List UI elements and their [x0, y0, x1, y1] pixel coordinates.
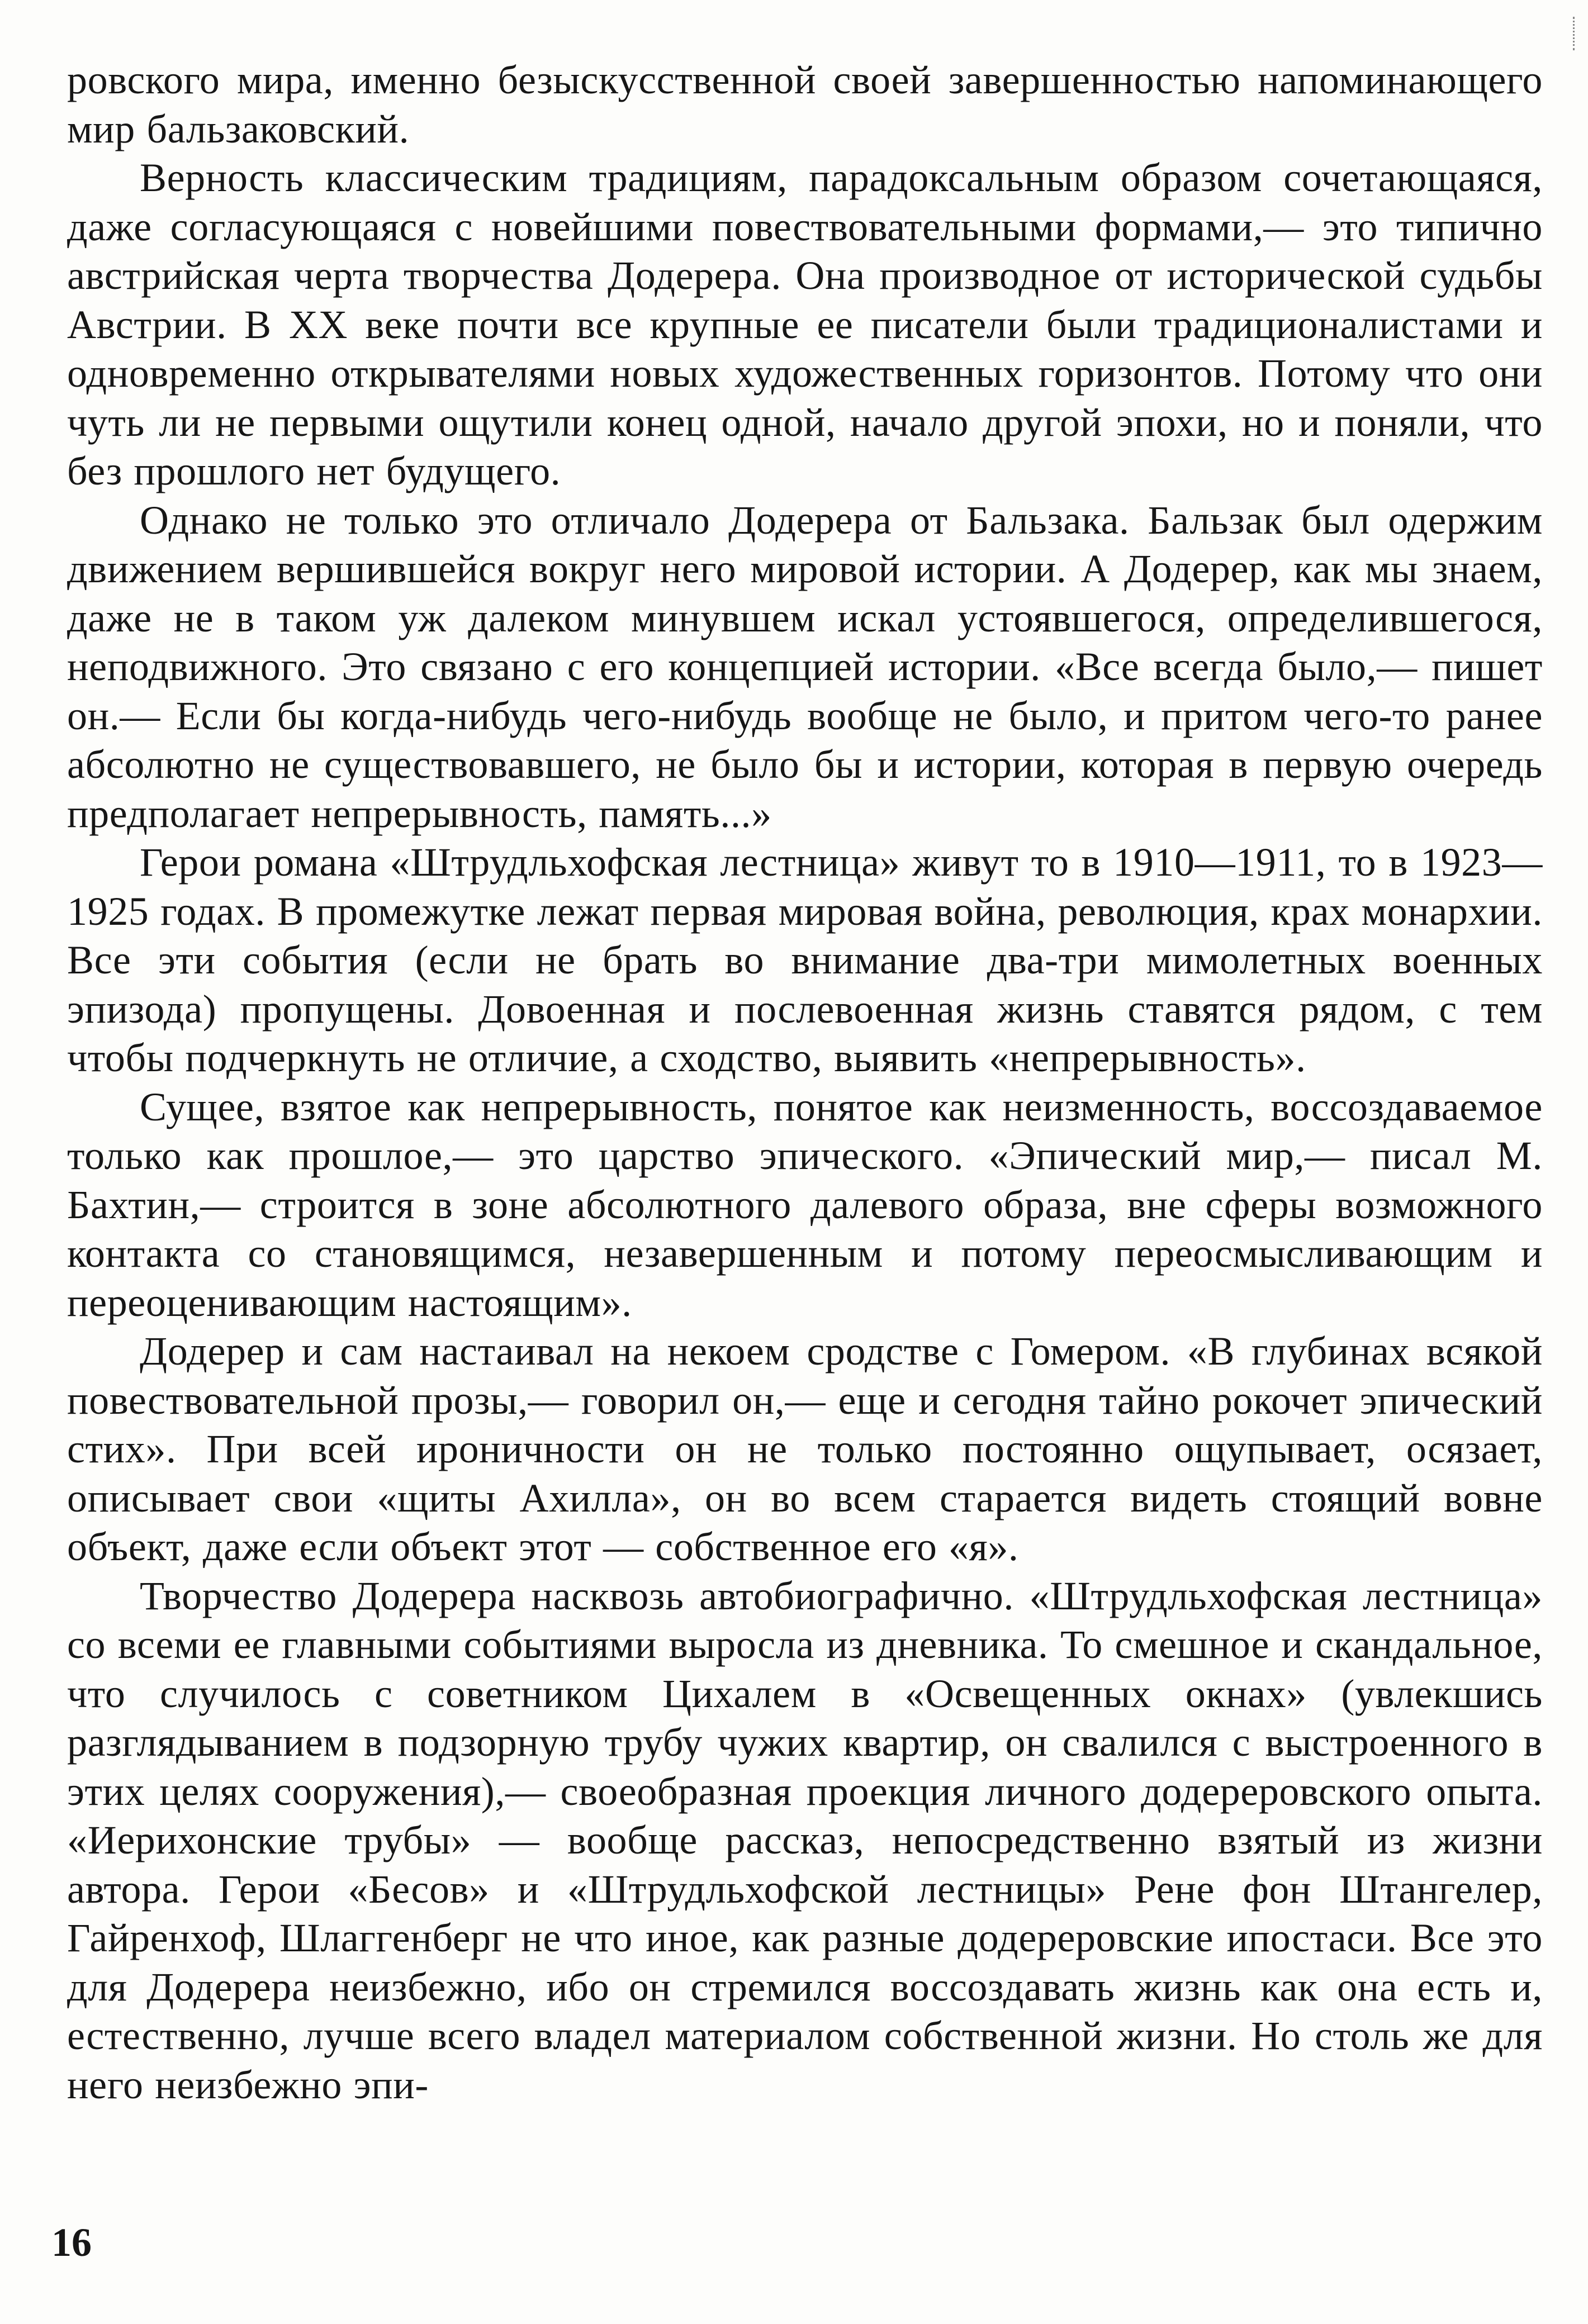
page-number: 16 — [51, 2220, 92, 2265]
paragraph-4: Герои романа «Штрудльхофская лестница» живут то в 1910—1911, то в 1923—1925 годах. В промежутке лежат первая мировая война, революция, крах монархии. Все эти события (если не брать во внимание два-три мимолетных военных эпизода) пропущены. Довоенная и послевоенная жизнь ставятся рядом, с тем чтобы подчеркнуть не отличие, а сходство, выявить «непрерывность». — [67, 840, 1543, 1080]
paragraph-3: Однако не только это отличало Додерера от Бальзака. Бальзак был одержим движением вершившейся вокруг него мировой истории. А Додерер, как мы знаем, даже не в таком уж далеком минувшем искал устоявшегося, определившегося, неподвижного. Это связано с его концепцией истории. «Все всегда было,— пишет он.— Если бы когда-нибудь чего-нибудь вообще не было, и притом чего-то ранее абсолютно не существовавшего, не было бы и истории, которая в первую очередь предполагает непрерывность, память...» — [67, 497, 1543, 836]
paragraph-2: Верность классическим традициям, парадоксальным образом сочетающаяся, даже согласующаяся с новейшими повествовательными формами,— это типично австрийская черта творчества Додерера. Она производное от исторической судьбы Австрии. В XX веке почти все крупные ее писатели были традиционалистами и одновременно открывателями новых художественных горизонтов. Потому что они чуть ли не первыми ощутили конец одной, начало другой эпохи, но и поняли, что без прошлого нет будущего. — [67, 155, 1543, 493]
body-text — [67, 56, 1543, 2109]
paragraph-5: Сущее, взятое как непрерывность, понятое как неизменность, воссоздаваемое только как прошлое,— это царство эпического. «Эпический мир,— писал М. Бахтин,— строится в зоне абсолютного далевого образа, вне сферы возможного контакта со становящимся, незавершенным и потому переосмысливающим и переоценивающим настоящим». — [67, 1084, 1543, 1325]
paragraph-1: ровского мира, именно безыскусственной своей завершенностью напоминающего мир бальзаковский. — [67, 58, 1543, 151]
paragraph-7: Творчество Додерера насквозь автобиографично. «Штрудльхофская лестница» со всеми ее главными событиями выросла из дневника. То смешное и скандальное, что случилось с советником Цихалем в «Освещенных окнах» (увлекшись разглядыванием в подзорную трубу чужих квартир, он свалился с выстроенного в этих целях сооружения),— своеобразная проекция личного додереровского опыта. «Иерихонские трубы» — вообще рассказ, непосредственно взятый из жизни автора. Герои «Бесов» и «Штрудльхофской лестницы» Рене фон Штангелер, Гайренхоф, Шлаггенберг не что иное, как разные додереровские ипостаси. Все это для Додерера неизбежно, ибо он стремился воссоздавать жизнь как она есть и, естественно, лучше всего владел материалом собственной жизни. Но столь же для него неизбежно эпи- — [67, 1573, 1543, 2107]
page-edge-mark — [1573, 17, 1578, 50]
paragraph-6: Додерер и сам настаивал на некоем сродстве с Гомером. «В глубинах всякой повествовательной прозы,— говорил он,— еще и сегодня тайно рокочет эпический стих». При всей ироничности он не только постоянно ощупывает, осязает, описывает свои «щиты Ахилла», он во всем старается видеть стоящий вовне объект, даже если объект этот — собственное его «я». — [67, 1329, 1543, 1569]
